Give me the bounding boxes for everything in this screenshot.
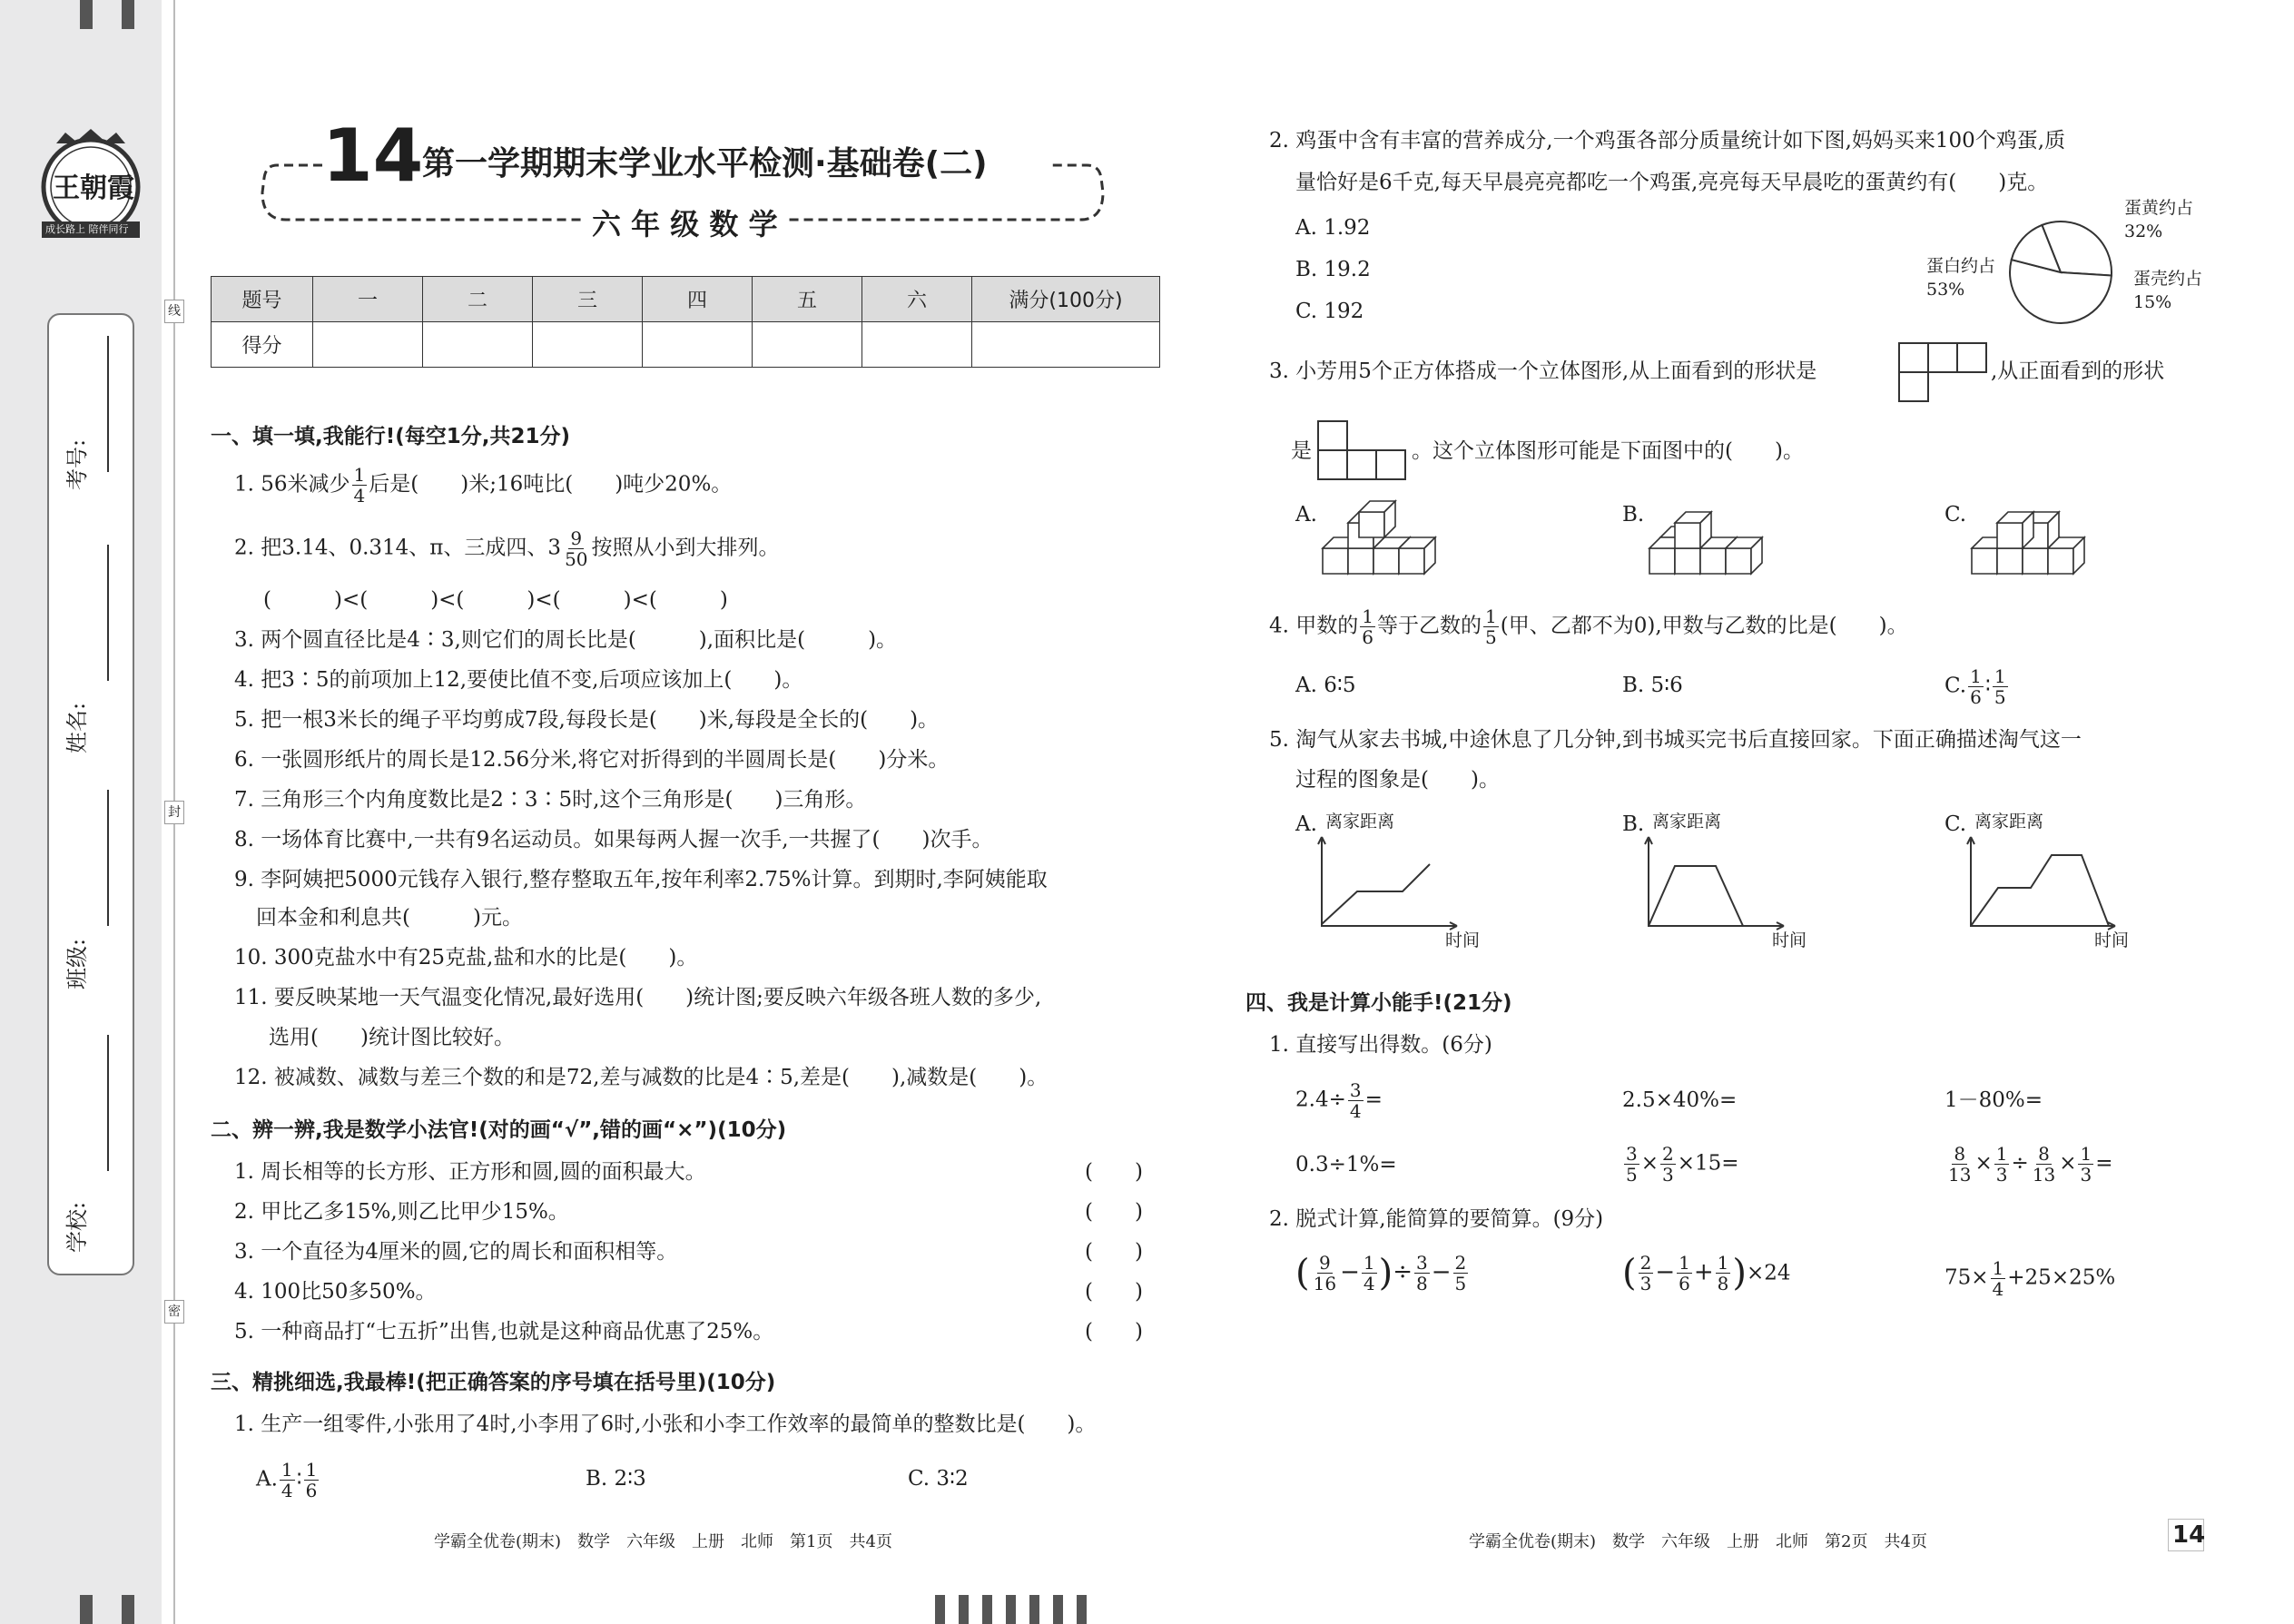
score-table-header: 二	[423, 277, 533, 322]
calc-item[interactable]: ( $\frac{2}{3}$ − $\frac{1}{6}$ + $\frac{1}{8}$ )×24	[1622, 1252, 1791, 1294]
score-row-label: 得分	[212, 322, 313, 368]
calc-item[interactable]: ( $\frac{9}{16}$ − $\frac{1}{4}$ )÷ $\frac{3}{8}$ − $\frac{2}{5}$	[1295, 1252, 1467, 1294]
q3-1: 1. 生产一组零件,小张用了4时,小李用了6时,小张和小李工作效率的最简单的整数比是( )。	[234, 1412, 1097, 1436]
calc-item[interactable]: $\frac{3}{5}$ × $\frac{2}{3}$ ×15=	[1626, 1143, 1739, 1186]
score-table-header: 四	[643, 277, 753, 322]
q1-6: 6. 一张圆形纸片的周长是12.56分米,将它对折得到的半圆周长是( )分米。	[234, 748, 950, 772]
score-table-header: 五	[753, 277, 862, 322]
registration-bar	[122, 1595, 134, 1624]
q3-3-option-c[interactable]: C.	[1944, 503, 1967, 527]
cube-face	[1348, 548, 1373, 574]
footer-left: 学霸全优卷(期末) 数学 六年级 上册 北师 第1页 共4页	[434, 1532, 892, 1551]
cube-face	[1323, 548, 1348, 574]
graph-a	[1316, 835, 1462, 935]
q1-3: 3. 两个圆直径比是4∶3,则它们的周长比是( ),面积比是( )。	[234, 628, 898, 652]
q3-5-option-a[interactable]: A.	[1295, 812, 1317, 836]
score-table-header: 六	[862, 277, 972, 322]
section4-sub2: 2. 脱式计算,能简算的要简算。(9分)	[1269, 1207, 1604, 1231]
cube-face	[1359, 512, 1384, 537]
q3-3-option-b[interactable]: B.	[1622, 503, 1645, 527]
binding-mark-xian: 线	[164, 300, 184, 323]
calc-item[interactable]: 2.5×40%=	[1622, 1088, 1738, 1112]
registration-bar	[80, 0, 93, 29]
score-cell[interactable]	[533, 322, 643, 368]
registration-bar	[982, 1595, 992, 1624]
cube-face	[2023, 548, 2048, 574]
q3-3b: ,从正面看到的形状	[1991, 359, 2165, 383]
judge-item: 3. 一个直径为4厘米的圆,它的周长和面积相等。	[234, 1240, 678, 1264]
score-cell[interactable]	[972, 322, 1160, 368]
footer-right: 学霸全优卷(期末) 数学 六年级 上册 北师 第2页 共4页	[1469, 1532, 1927, 1551]
cube-face	[1997, 548, 2023, 574]
section1-heading: 一、填一填,我能行!(每空1分,共21分)	[211, 425, 570, 448]
score-table-header: 一	[313, 277, 423, 322]
logo-slogan: 成长路上 陪伴同行	[45, 223, 129, 235]
q3-2b: 量恰好是6千克,每天早晨亮亮都吃一个鸡蛋,亮亮每天早晨吃的蛋黄约有( )克。	[1295, 171, 2049, 194]
student-info-card	[47, 313, 134, 1275]
q3-5-option-b[interactable]: B.	[1622, 812, 1645, 836]
pie-label: 蛋壳约占15%	[2133, 269, 2203, 312]
score-cell[interactable]	[313, 322, 423, 368]
q1-7: 7. 三角形三个内角度数比是2∶3∶5时,这个三角形是( )三角形。	[234, 788, 867, 812]
top-view-shape	[1897, 341, 1988, 403]
kaohao-line	[107, 336, 109, 472]
egg-pie-chart	[2006, 218, 2115, 327]
graph-c	[1965, 835, 2120, 935]
section3-heading: 三、精挑细选,我最棒!(把正确答案的序号填在括号里)(10分)	[211, 1371, 776, 1394]
q3-1-option-b[interactable]: B. 2∶3	[586, 1467, 646, 1491]
exam-subtitle: 六 年 级 数 学	[581, 207, 789, 241]
score-table-header: 满分(100分)	[972, 277, 1160, 322]
q1-8: 8. 一场体育比赛中,一共有9名运动员。如果每两人握一次手,一共握了( )次手。	[234, 828, 993, 851]
q1-1: 1. 56米减少 $\frac{1}{4}$ 后是( )米;16吨比( )吨少20%。	[234, 464, 733, 507]
registration-bar	[1006, 1595, 1016, 1624]
cube-face	[1675, 548, 1700, 574]
binding-mark-feng: 封	[164, 801, 184, 824]
registration-bar	[80, 1595, 93, 1624]
graph-b	[1643, 835, 1788, 935]
cube-face	[1399, 548, 1424, 574]
xingming-label: 姓名:	[64, 702, 90, 753]
kaohao-label: 考号:	[64, 438, 90, 490]
q3-4-option-c[interactable]: C. $\frac{1}{6}$ ∶ $\frac{1}{5}$	[1944, 665, 2006, 708]
calc-item[interactable]: 0.3÷1%=	[1295, 1153, 1397, 1176]
cube-face	[1997, 523, 2023, 548]
graph-xlabel: 时间	[1772, 930, 1807, 950]
cube-face	[1675, 523, 1700, 548]
exam-title: 第一学期期末学业水平检测·基础卷(二)	[422, 145, 988, 182]
q3-2-option-c[interactable]: C. 192	[1295, 300, 1364, 323]
q1-2-blanks: ( )<( )<( )<( )<( )	[263, 588, 728, 612]
q3-3d: 。这个立体图形可能是下面图中的( )。	[1412, 439, 1804, 463]
cube-face	[1649, 548, 1675, 574]
cube-face	[1700, 548, 1726, 574]
cube-face	[1972, 548, 1997, 574]
q3-3-option-a[interactable]: A.	[1295, 503, 1317, 527]
cube-figure-a	[1321, 499, 1457, 576]
graph-ylabel: 离家距离	[1652, 812, 1722, 832]
xuexiao-line	[107, 1035, 109, 1171]
registration-bar	[935, 1595, 945, 1624]
logo-name: 王朝霞	[53, 172, 134, 204]
page-number: 14	[2172, 1521, 2206, 1549]
calc-item[interactable]: 1－80%=	[1944, 1088, 2043, 1112]
cube-figure-b	[1648, 499, 1784, 576]
q3-3c: 是	[1291, 439, 1312, 463]
q3-2-option-a[interactable]: A. 1.92	[1295, 216, 1371, 240]
score-table-header: 题号	[212, 277, 313, 322]
q3-4-option-a[interactable]: A. 6∶5	[1295, 674, 1356, 697]
registration-bar	[1029, 1595, 1039, 1624]
q3-5b: 过程的图象是( )。	[1295, 768, 1500, 792]
cube-face	[1726, 548, 1751, 574]
q3-1-option-a[interactable]: A. $\frac{1}{4}$ ∶ $\frac{1}{6}$	[256, 1459, 318, 1501]
judge-item: 5. 一种商品打“七五折”出售,也就是这种商品优惠了25%。	[234, 1320, 774, 1343]
q3-5-option-c[interactable]: C.	[1944, 812, 1967, 836]
q1-9a: 9. 李阿姨把5000元钱存入银行,整存整取五年,按年利率2.75%计算。到期时,李阿姨能取	[234, 868, 1048, 891]
cube-figure-c	[1970, 499, 2106, 576]
q1-4: 4. 把3∶5的前项加上12,要使比值不变,后项应该加上( )。	[234, 668, 803, 692]
q3-3a: 3. 小芳用5个正方体搭成一个立体图形,从上面看到的形状是	[1269, 359, 1817, 383]
registration-bar	[959, 1595, 969, 1624]
cube-face	[2048, 548, 2073, 574]
pie-label: 蛋黄约占32%	[2124, 198, 2194, 241]
judge-answer-box[interactable]: ( )	[1085, 1320, 1143, 1343]
front-view-shape	[1316, 419, 1409, 481]
calc-item[interactable]: 2.4÷ $\frac{3}{4}$ =	[1295, 1079, 1383, 1122]
judge-item: 4. 100比50多50%。	[234, 1280, 437, 1304]
judge-answer-box[interactable]: ( )	[1085, 1200, 1143, 1224]
section4-sub1: 1. 直接写出得数。(6分)	[1269, 1033, 1492, 1057]
score-table-header: 三	[533, 277, 643, 322]
section4-heading: 四、我是计算小能手!(21分)	[1245, 991, 1512, 1015]
score-table	[211, 276, 1160, 368]
graph-xlabel: 时间	[1445, 930, 1481, 950]
judge-answer-box[interactable]: ( )	[1085, 1160, 1143, 1184]
q3-2-option-b[interactable]: B. 19.2	[1295, 258, 1371, 281]
registration-bar	[1077, 1595, 1087, 1624]
xingming-line	[107, 545, 109, 681]
q1-9b: 回本金和利息共( )元。	[256, 906, 523, 930]
judge-answer-box[interactable]: ( )	[1085, 1240, 1143, 1264]
banji-label: 班级:	[64, 938, 90, 989]
binding-mark-mi: 密	[164, 1300, 184, 1324]
section2-heading: 二、辨一辨,我是数学小法官!(对的画“√”,错的画“×”)(10分)	[211, 1118, 787, 1142]
judge-item: 1. 周长相等的长方形、正方形和圆,圆的面积最大。	[234, 1160, 706, 1184]
xuexiao-label: 学校:	[64, 1201, 90, 1253]
graph-xlabel: 时间	[2094, 930, 2130, 950]
q1-10: 10. 300克盐水中有25克盐,盐和水的比是( )。	[234, 946, 698, 969]
score-cell[interactable]	[423, 322, 533, 368]
q3-1-option-c[interactable]: C. 3∶2	[908, 1467, 969, 1491]
graph-ylabel: 离家距离	[1974, 812, 2044, 832]
score-cell[interactable]	[643, 322, 753, 368]
q3-5a: 5. 淘气从家去书城,中途休息了几分钟,到书城买完书后直接回家。下面正确描述淘气这一	[1269, 728, 2082, 752]
q1-11b: 选用( )统计图比较好。	[269, 1026, 515, 1049]
registration-bar	[122, 0, 134, 29]
judge-answer-box[interactable]: ( )	[1085, 1280, 1143, 1304]
judge-item: 2. 甲比乙多15%,则乙比甲少15%。	[234, 1200, 569, 1224]
calc-item[interactable]: 75× $\frac{1}{4}$ +25×25%	[1944, 1257, 2116, 1300]
q1-12: 12. 被减数、减数与差三个数的和是72,差与减数的比是4∶5,差是( ),减数是( )。	[234, 1066, 1049, 1089]
q1-11a: 11. 要反映某地一天气温变化情况,最好选用( )统计图;要反映六年级各班人数的多少,	[234, 986, 1042, 1009]
cube-face	[1373, 548, 1399, 574]
q1-5: 5. 把一根3米长的绳子平均剪成7段,每段长是( )米,每段是全长的( )。	[234, 708, 940, 732]
q3-4-option-b[interactable]: B. 5∶6	[1622, 674, 1683, 697]
registration-bar	[1053, 1595, 1063, 1624]
pie-label: 蛋白约占53%	[1926, 256, 1996, 300]
q3-4: 4. 甲数的 $\frac{1}{6}$ 等于乙数的 $\frac{1}{5}$ (甲、乙都不为0),甲数与乙数的比是( )。	[1269, 605, 1908, 648]
score-cell[interactable]	[753, 322, 862, 368]
score-cell[interactable]	[862, 322, 972, 368]
graph-ylabel: 离家距离	[1325, 812, 1395, 832]
q3-2a: 2. 鸡蛋中含有丰富的营养成分,一个鸡蛋各部分质量统计如下图,妈妈买来100个鸡蛋,质	[1269, 129, 2066, 153]
q1-2: 2. 把3.14、0.314、π、三成四、3 $\frac{9}{50}$ 按照从小到大排列。	[234, 527, 780, 570]
banji-line	[107, 790, 109, 926]
calc-item[interactable]: $\frac{8}{13}$ × $\frac{1}{3}$ ÷ $\frac{8}{13}$ × $\frac{1}{3}$ =	[1948, 1143, 2113, 1186]
exam-number: 14	[322, 113, 424, 198]
